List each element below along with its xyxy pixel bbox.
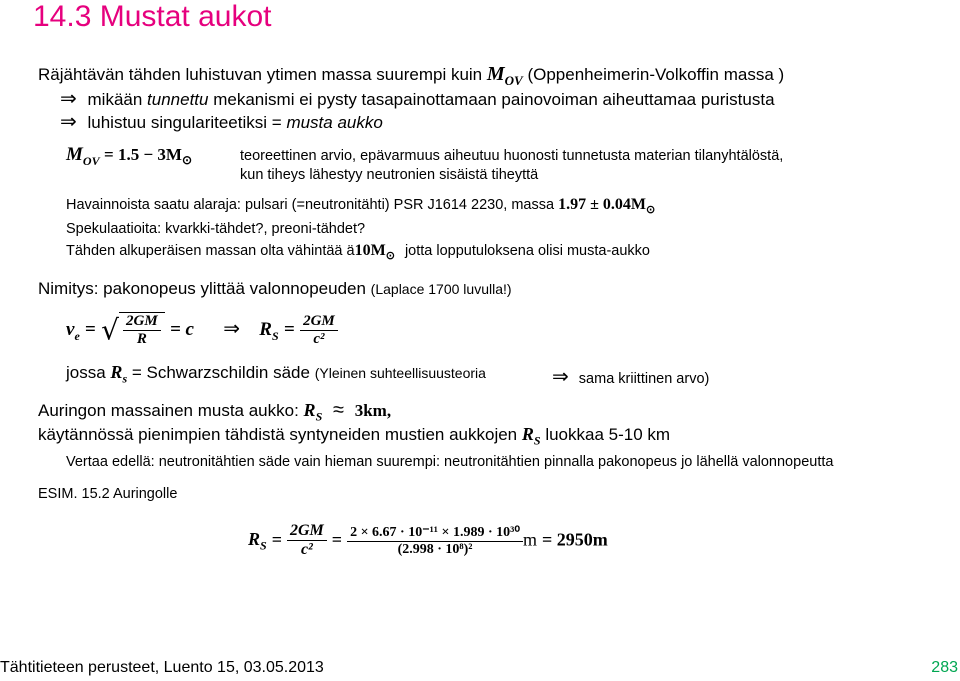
intro-tail: (Oppenheimerin-Volkoffin massa ) <box>527 65 785 84</box>
bullet-1: ⇒ mikään tunnettu mekanismi ei pysty tasapainottamaan painovoiman aiheuttamaa puristusta <box>60 86 775 110</box>
naming-line: Nimitys: pakonopeus ylittää valonnopeuden (Laplace 1700 luvulla!) <box>38 279 512 298</box>
smallest-black-hole-line: käytännössä pienimpien tähdistä syntyneiden mustien aukkojen $R_S$ luokkaa 5-10 km <box>38 424 671 448</box>
intro-text: Räjähtävän tähden luhistuvan ytimen massa suurempi kuin <box>38 65 483 84</box>
compare-line: Vertaa edellä: neutronitähtien säde vain hieman suurempi: neutronitähtien pinnalla pakonopeus jo lähellä valonnopeutta <box>66 454 834 470</box>
mov-description-1: teoreettinen arvio, epävarmuus aiheutuu huonosti tunnetusta materian tilanyhtälöstä, <box>240 148 784 164</box>
observed-line: Havainnoista saatu alaraja: pulsari (=neutronitähti) PSR J1614 2230, massa $1.97 \pm 0.04M_⊙$ <box>66 196 656 216</box>
speculation-line: Spekulaatioita: kvarkki-tähdet?, preoni-tähdet? <box>66 221 366 237</box>
mov-description-2: kun tiheys lähestyy neutronien sisäistä tiheyttä <box>240 167 539 183</box>
schwarzschild-sun-equation: $R_S$ = $\frac{2GM}{\text{c²}}$ = $\frac{\text{2 × 6.67 · 10⁻¹¹ × 1.989 · 10³⁰}}{\text{(2.998 · 10⁸)²}}$ m = 2950m <box>248 522 608 558</box>
footer-text: Tähtitieteen perusteet, Luento 15, 03.05.2013 <box>0 659 324 676</box>
mov-equation: $M_{OV} = 1.5 - 3M_⊙$ <box>66 144 193 168</box>
page-title: 14.3 Mustat aukot <box>33 0 272 33</box>
jossa-line: jossa $R_s$ = Schwarzschildin säde (Yleinen suhteellisuusteoria <box>66 362 486 386</box>
example-heading: ESIM. 15.2 Auringolle <box>38 486 178 502</box>
implies-arrow-icon: ⇒ <box>223 316 241 341</box>
jossa-arrow-line: ⇒ sama kriittinen arvo) <box>552 364 710 388</box>
bullet-2: ⇒ luhistuu singulariteetiksi = musta aukko <box>60 109 383 133</box>
m-ov-symbol: $M_{OV}$ <box>486 63 523 88</box>
sqrt-icon: √ <box>101 313 119 347</box>
implies-arrow-icon: ⇒ <box>60 86 77 110</box>
implies-arrow-icon: ⇒ <box>552 364 569 388</box>
page-number: 283 <box>931 659 958 676</box>
origin-line: Tähden alkuperäisen massan olta vähintää $ä10M_⊙$ jotta lopputuloksena olisi musta-aukko <box>66 242 650 262</box>
implies-arrow-icon: ⇒ <box>60 109 77 133</box>
escape-velocity-equation: $v_e$ = √ $\frac{2GM}{R}$ = c ⇒ $R_S$ = $\frac{2GM}{\text{c²}}$ <box>66 312 338 348</box>
sun-black-hole-line: Auringon massainen musta aukko: $R_S \approx 3km$, <box>38 399 392 424</box>
